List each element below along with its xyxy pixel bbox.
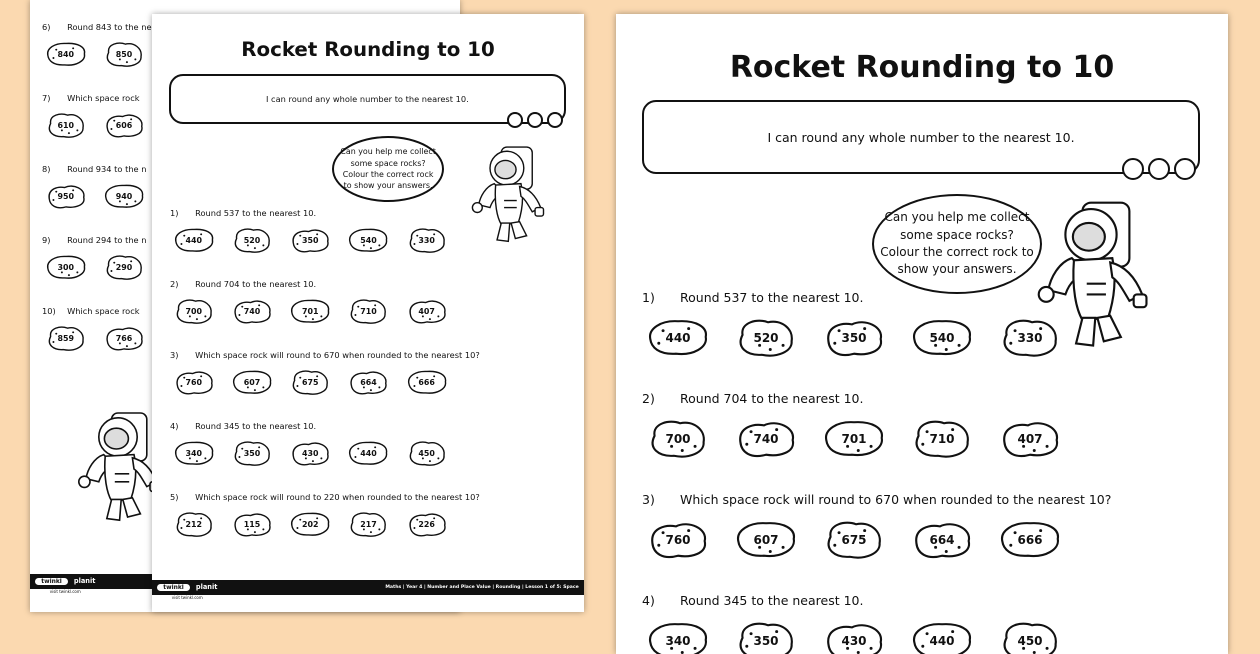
space-rock-value: 350 [243,449,261,459]
question-8 [42,164,146,174]
rock-options [646,417,1062,461]
space-rock[interactable] [998,316,1062,360]
question-text: Which space rock will round to 220 when rounded to the nearest 10? [195,492,480,502]
question-number: 3) [170,350,179,360]
space-rock[interactable] [406,368,448,397]
space-rock-value: 440 [665,331,691,345]
space-rock[interactable] [289,368,331,397]
speech-bubble-text: Can you help me collect some space rocks? Colour the correct rock to show your answers. [880,210,1034,277]
space-rock[interactable] [646,417,710,461]
space-rock-value: 340 [185,449,202,459]
rock-options [45,182,145,211]
question-number: 8) [42,164,51,174]
space-rock-value: 701 [841,432,867,446]
space-rock[interactable] [910,417,974,461]
space-rock[interactable] [822,316,886,360]
question-number: 2) [642,391,655,406]
assessment-circles [507,112,563,128]
space-rock[interactable] [289,510,331,539]
assessment-circle[interactable] [1174,158,1196,180]
space-rock[interactable] [734,316,798,360]
question-3 [642,492,1111,507]
space-rock[interactable] [289,439,331,468]
space-rock[interactable] [103,182,145,211]
rock-options [45,324,145,353]
rock-options [173,510,448,539]
space-rock-value: 520 [243,236,261,246]
space-rock-value: 760 [665,533,691,547]
assessment-circle[interactable] [547,112,563,128]
space-rock-value: 675 [301,378,319,388]
question-7 [42,93,140,103]
question-2 [642,391,863,406]
space-rock[interactable] [173,226,215,255]
footer-url: visit twinkl.com [171,594,203,600]
space-rock[interactable] [734,417,798,461]
page-footer [152,580,584,595]
space-rock[interactable] [734,518,798,562]
space-rock-value: 740 [753,432,779,446]
assessment-circle[interactable] [1122,158,1144,180]
space-rock[interactable] [103,111,145,140]
space-rock-value: 115 [243,520,261,530]
question-number: 7) [42,93,51,103]
question-number: 4) [642,593,655,608]
space-rock-value: 407 [418,307,435,317]
space-rock-value: 440 [360,449,377,459]
rock-options [45,253,145,282]
space-rock-value: 407 [1017,432,1043,446]
rock-options [646,316,1062,360]
space-rock[interactable] [406,226,448,255]
space-rock[interactable] [103,40,145,69]
question-text: Which space rock will round to 670 when rounded to the nearest 10? [680,492,1112,507]
question-2 [170,279,316,289]
assessment-circle[interactable] [1148,158,1170,180]
space-rock[interactable] [289,297,331,326]
space-rock-value: 212 [185,520,202,530]
space-rock[interactable] [103,324,145,353]
space-rock-value: 607 [753,533,779,547]
space-rock[interactable] [646,316,710,360]
space-rock[interactable] [910,518,974,562]
space-rock-value: 450 [1017,634,1043,648]
worksheet-title: Rocket Rounding to 10 [729,50,1115,85]
space-rock[interactable] [406,510,448,539]
twinkl-logo [35,577,95,585]
question-text: Round 537 to the nearest 10. [680,290,864,305]
space-rock-value: 430 [841,634,867,648]
space-rock-value: 664 [929,533,955,547]
space-rock[interactable] [998,619,1062,654]
space-rock[interactable] [347,510,389,539]
question-text: Which space rock [67,93,140,103]
rock-options [173,368,448,397]
space-rock-value: 540 [929,331,955,345]
planit-label: planit [195,583,218,592]
rock-options [646,619,1062,654]
question-5 [170,492,480,502]
assessment-circle[interactable] [527,112,543,128]
space-rock-value: 226 [418,520,435,530]
worksheet-page-front [616,14,1228,654]
space-rock[interactable] [173,297,215,326]
question-text: Round 704 to the nearest 10. [195,279,317,289]
space-rock-value: 440 [185,236,202,246]
space-rock[interactable] [231,510,273,539]
assessment-circle[interactable] [507,112,523,128]
space-rock-value: 520 [753,331,779,345]
rock-options [173,226,448,255]
question-text: Round 294 to the n [67,235,147,245]
question-number: 1) [170,208,179,218]
space-rock[interactable] [45,182,87,211]
learning-objective-box [169,74,565,124]
space-rock[interactable] [910,316,974,360]
worksheet-page-middle [152,14,584,612]
space-rock[interactable] [231,226,273,255]
rock-options [45,40,145,69]
question-text: Round 843 to the ne [67,22,152,32]
space-rock-value: 450 [418,449,435,459]
space-rock[interactable] [822,417,886,461]
question-number: 5) [170,492,179,502]
space-rock-value: 664 [360,378,377,388]
space-rock-value: 675 [841,533,867,547]
space-rock-value: 766 [115,334,133,344]
footer-curriculum-info: Maths | Year 4 | Number and Place Value | Rounding | Lesson 1 of 5: Space [385,584,579,590]
space-rock[interactable] [45,40,87,69]
space-rock[interactable] [347,439,389,468]
space-rock[interactable] [173,439,215,468]
rock-options [45,111,145,140]
space-rock[interactable] [347,368,389,397]
space-rock[interactable] [45,111,87,140]
question-1 [642,290,863,305]
space-rock[interactable] [231,439,273,468]
space-rock-value: 740 [243,307,261,317]
footer-url: visit twinkl.com [49,588,81,594]
question-text: Round 537 to the nearest 10. [195,208,317,218]
question-6 [42,22,152,32]
question-number: 10) [42,306,56,316]
space-rock[interactable] [231,297,273,326]
question-text: Which space rock will round to 670 when rounded to the nearest 10? [195,350,480,360]
space-rock-value: 850 [115,50,133,60]
space-rock-value: 760 [185,378,202,388]
space-rock[interactable] [347,226,389,255]
question-text: Round 345 to the nearest 10. [195,421,317,431]
rock-options [173,297,448,326]
space-rock[interactable] [289,226,331,255]
question-number: 6) [42,22,51,32]
space-rock-value: 330 [1017,331,1043,345]
worksheet-title: Rocket Rounding to 10 [241,38,495,61]
rock-options [646,518,1062,562]
question-3 [170,350,480,360]
space-rock-value: 940 [115,192,133,202]
learning-objective-text: I can round any whole number to the nearest 10. [266,94,469,105]
space-rock-value: 610 [57,121,74,131]
question-text: Round 345 to the nearest 10. [680,593,864,608]
space-rock-value: 859 [57,334,74,344]
space-rock-value: 350 [753,634,779,648]
space-rock[interactable] [45,253,87,282]
space-rock[interactable] [406,439,448,468]
question-number: 9) [42,235,51,245]
space-rock[interactable] [998,417,1062,461]
question-text: Round 704 to the nearest 10. [680,391,864,406]
space-rock-value: 350 [841,331,867,345]
space-rock-value: 202 [301,520,319,530]
space-rock[interactable] [646,518,710,562]
space-rock-value: 430 [301,449,319,459]
space-rock-value: 950 [57,192,74,202]
space-rock-value: 290 [115,263,133,273]
space-rock-value: 666 [418,378,435,388]
twinkl-logo-mark: twinkl [35,578,68,585]
space-rock-value: 540 [360,236,377,246]
space-rock[interactable] [231,368,273,397]
question-9 [42,235,146,245]
astronaut-illustration [464,140,550,246]
question-number: 4) [170,421,179,431]
space-rock[interactable] [347,297,389,326]
question-1 [170,208,316,218]
speech-bubble [872,194,1042,294]
space-rock-value: 607 [243,378,261,388]
learning-objective-box [642,100,1200,174]
space-rock[interactable] [406,297,448,326]
space-rock-value: 840 [57,50,74,60]
space-rock-value: 330 [418,236,435,246]
space-rock-value: 606 [115,121,133,131]
speech-bubble-text: Can you help me collect some space rocks? Colour the correct rock to show your answers. [340,147,436,191]
question-number: 3) [642,492,655,507]
question-4 [170,421,316,431]
space-rock-value: 350 [301,236,319,246]
space-rock-value: 700 [185,307,202,317]
space-rock[interactable] [173,368,215,397]
speech-bubble [332,136,444,202]
space-rock-value: 300 [57,263,74,273]
space-rock[interactable] [734,619,798,654]
space-rock-value: 700 [665,432,691,446]
space-rock[interactable] [998,518,1062,562]
space-rock-value: 710 [360,307,377,317]
assessment-circles [1122,158,1196,180]
space-rock-value: 666 [1017,533,1043,547]
space-rock-value: 701 [301,307,319,317]
question-number: 2) [170,279,179,289]
space-rock-value: 440 [929,634,955,648]
question-text: Which space rock [67,306,140,316]
space-rock[interactable] [822,518,886,562]
space-rock[interactable] [910,619,974,654]
rock-options [173,439,448,468]
twinkl-logo [157,583,217,591]
space-rock-value: 710 [929,432,955,446]
space-rock-value: 217 [360,520,377,530]
planit-label: planit [73,577,96,586]
twinkl-logo-mark: twinkl [157,584,190,591]
space-rock[interactable] [103,253,145,282]
question-4 [642,593,863,608]
space-rock[interactable] [822,619,886,654]
space-rock[interactable] [45,324,87,353]
question-number: 1) [642,290,655,305]
question-text: Round 934 to the n [67,164,147,174]
question-10 [42,306,140,316]
space-rock[interactable] [646,619,710,654]
space-rock[interactable] [173,510,215,539]
learning-objective-text: I can round any whole number to the nearest 10. [767,129,1075,145]
space-rock-value: 340 [665,634,691,648]
